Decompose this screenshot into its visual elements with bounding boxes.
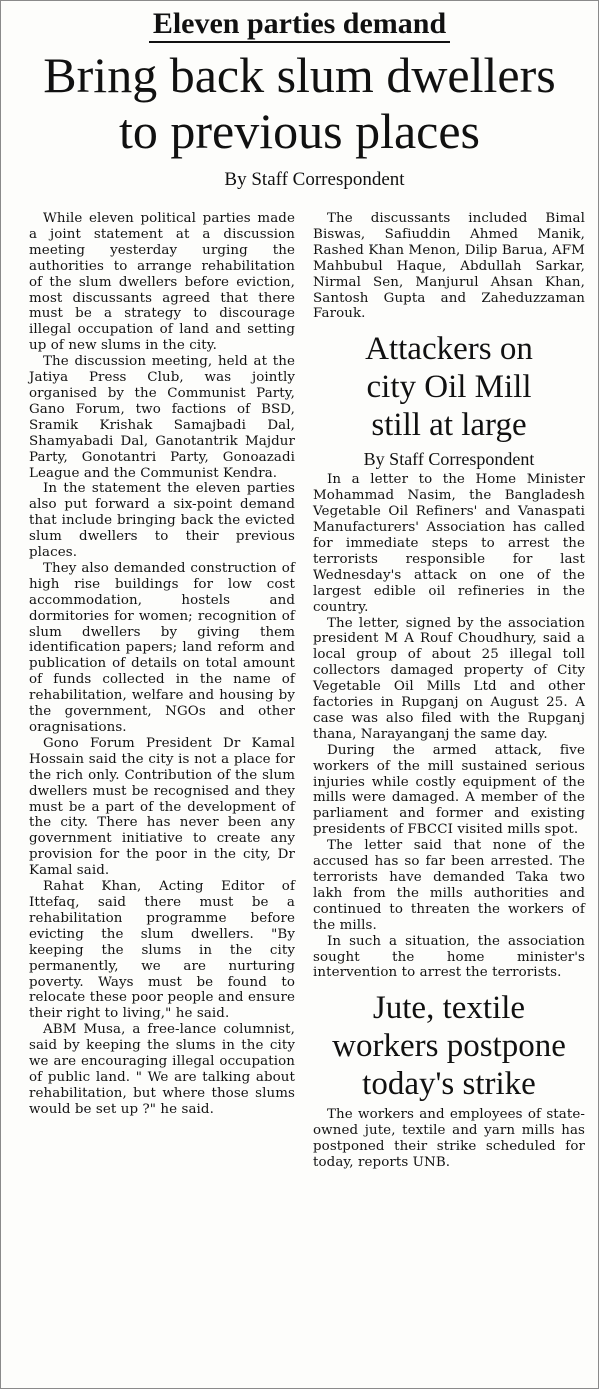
article3-headline-line3: today's strike — [362, 1066, 536, 1103]
article1-paragraph: Rahat Khan, Acting Editor of Ittefaq, said there must be a rehabilitation programme before evicting the slum dwellers. "By keeping the slums in the city permanently, we are nurturing poverty. Ways must be found to relocate these poor people and ensure their right to living," he said. — [29, 879, 295, 1022]
article3-headline-line2: workers postpone — [332, 1028, 566, 1065]
article2-paragraph: The letter, signed by the association president M A Rouf Choudhury, said a local group of about 25 illegal toll collectors damaged property of City Vegetable Oil Mills Ltd and other factories in Rupganj on August 25. A case was also filed with the Rupganj thana, Narayanganj the same day. — [313, 615, 585, 742]
main-headline-line1: Bring back slum dwellers — [43, 47, 556, 103]
article2-paragraph: In a letter to the Home Minister Mohammad Nasim, the Bangladesh Vegetable Oil Refiners' and Vanaspati Manufacturers' Association has called for immediate steps to arrest the terrorists responsible for last Wednesday's attack on one of the largest edible oil refineries in the country. — [313, 472, 585, 615]
kicker-text: Eleven parties demand — [149, 7, 450, 43]
article3-headline-line1: Jute, textile — [372, 990, 526, 1027]
article1-paragraph: Gono Forum President Dr Kamal Hossain said the city is not a place for the rich only. Contribution of the slum dwellers must be recognised and they must be a part of the development of the city. There has never been any government initiative to create any provision for the poor in the city, Dr Kamal said. — [29, 735, 295, 879]
main-headline — [1, 47, 598, 159]
article2-headline-line3: still at large — [371, 407, 527, 444]
kicker-headline — [1, 7, 598, 41]
article1-discussants-paragraph: The discussants included Bimal Biswas, Safiuddin Ahmed Manik, Rashed Khan Menon, Dilip Barua, AFM Mahbubul Haque, Abdullah Sarkar, Nirmal Sen, Manjurul Ahsan Khan, Santosh Gupta and Zaheduzzaman Farouk. — [313, 211, 585, 322]
article3-headline — [313, 989, 585, 1103]
main-headline-line2: to previous places — [118, 103, 480, 159]
article1-paragraph: They also demanded construction of high rise buildings for low cost accommodation, hostels and dormitories for women; recognition of slum dwellers by giving them identification papers; land reform and publication of details on total amount of funds collected in the name of rehabilitation, welfare and housing by the government, NGOs and other oragnisations. — [29, 560, 295, 735]
main-byline: By Staff Correspondent — [224, 169, 405, 190]
right-column — [313, 211, 585, 1171]
article3-paragraph: The workers and employees of state-owned jute, textile and yarn mills has postponed their strike scheduled for today, reports UNB. — [313, 1107, 585, 1171]
article2-headline-line2: city Oil Mill — [366, 369, 532, 406]
article2-paragraph: In such a situation, the association sought the home minister's intervention to arrest the terrorists. — [313, 933, 585, 981]
article2-headline — [313, 330, 585, 444]
article1-paragraph: ABM Musa, a free-lance columnist, said by keeping the slums in the city we are encouraging illegal occupation of public land. " We are talking about rehabilitation, but where those slums would be set up ?" he said. — [29, 1022, 295, 1117]
left-column — [29, 211, 295, 1118]
article2-headline-line1: Attackers on — [365, 331, 533, 368]
article2-paragraph: During the armed attack, five workers of the mill sustained serious injuries while costly equipment of the mills were damaged. A member of the parliament and former and existing presidents of FBCCI visited mills spot. — [313, 742, 585, 838]
article1-paragraph: In the statement the eleven parties also put forward a six-point demand that include bringing back the evicted slum dwellers to their previous places. — [29, 481, 295, 561]
article1-paragraph: The discussion meeting, held at the Jatiya Press Club, was jointly organised by the Communist Party, Gano Forum, two factions of BSD, Sramik Krishak Samajbadi Dal, Shamyabadi Dal, Ganotantrik Majdur Party, Gonotantri Party, Gonoazadi League and the Communist Kendra. — [29, 354, 295, 481]
article1-paragraph: While eleven political parties made a joint statement at a discussion meeting yesterday urging the authorities to arrange rehabilitation of the slum dwellers before eviction, most discussants agreed that there must be a strategy to discourage illegal occupation of land and setting up of new slums in the city. — [29, 211, 295, 354]
article2-paragraph: The letter said that none of the accused has so far been arrested. The terrorists have demanded Taka two lakh from the mills authorities and continued to threaten the workers of the mills. — [313, 838, 585, 933]
article2-byline: By Staff Correspondent — [363, 449, 535, 470]
